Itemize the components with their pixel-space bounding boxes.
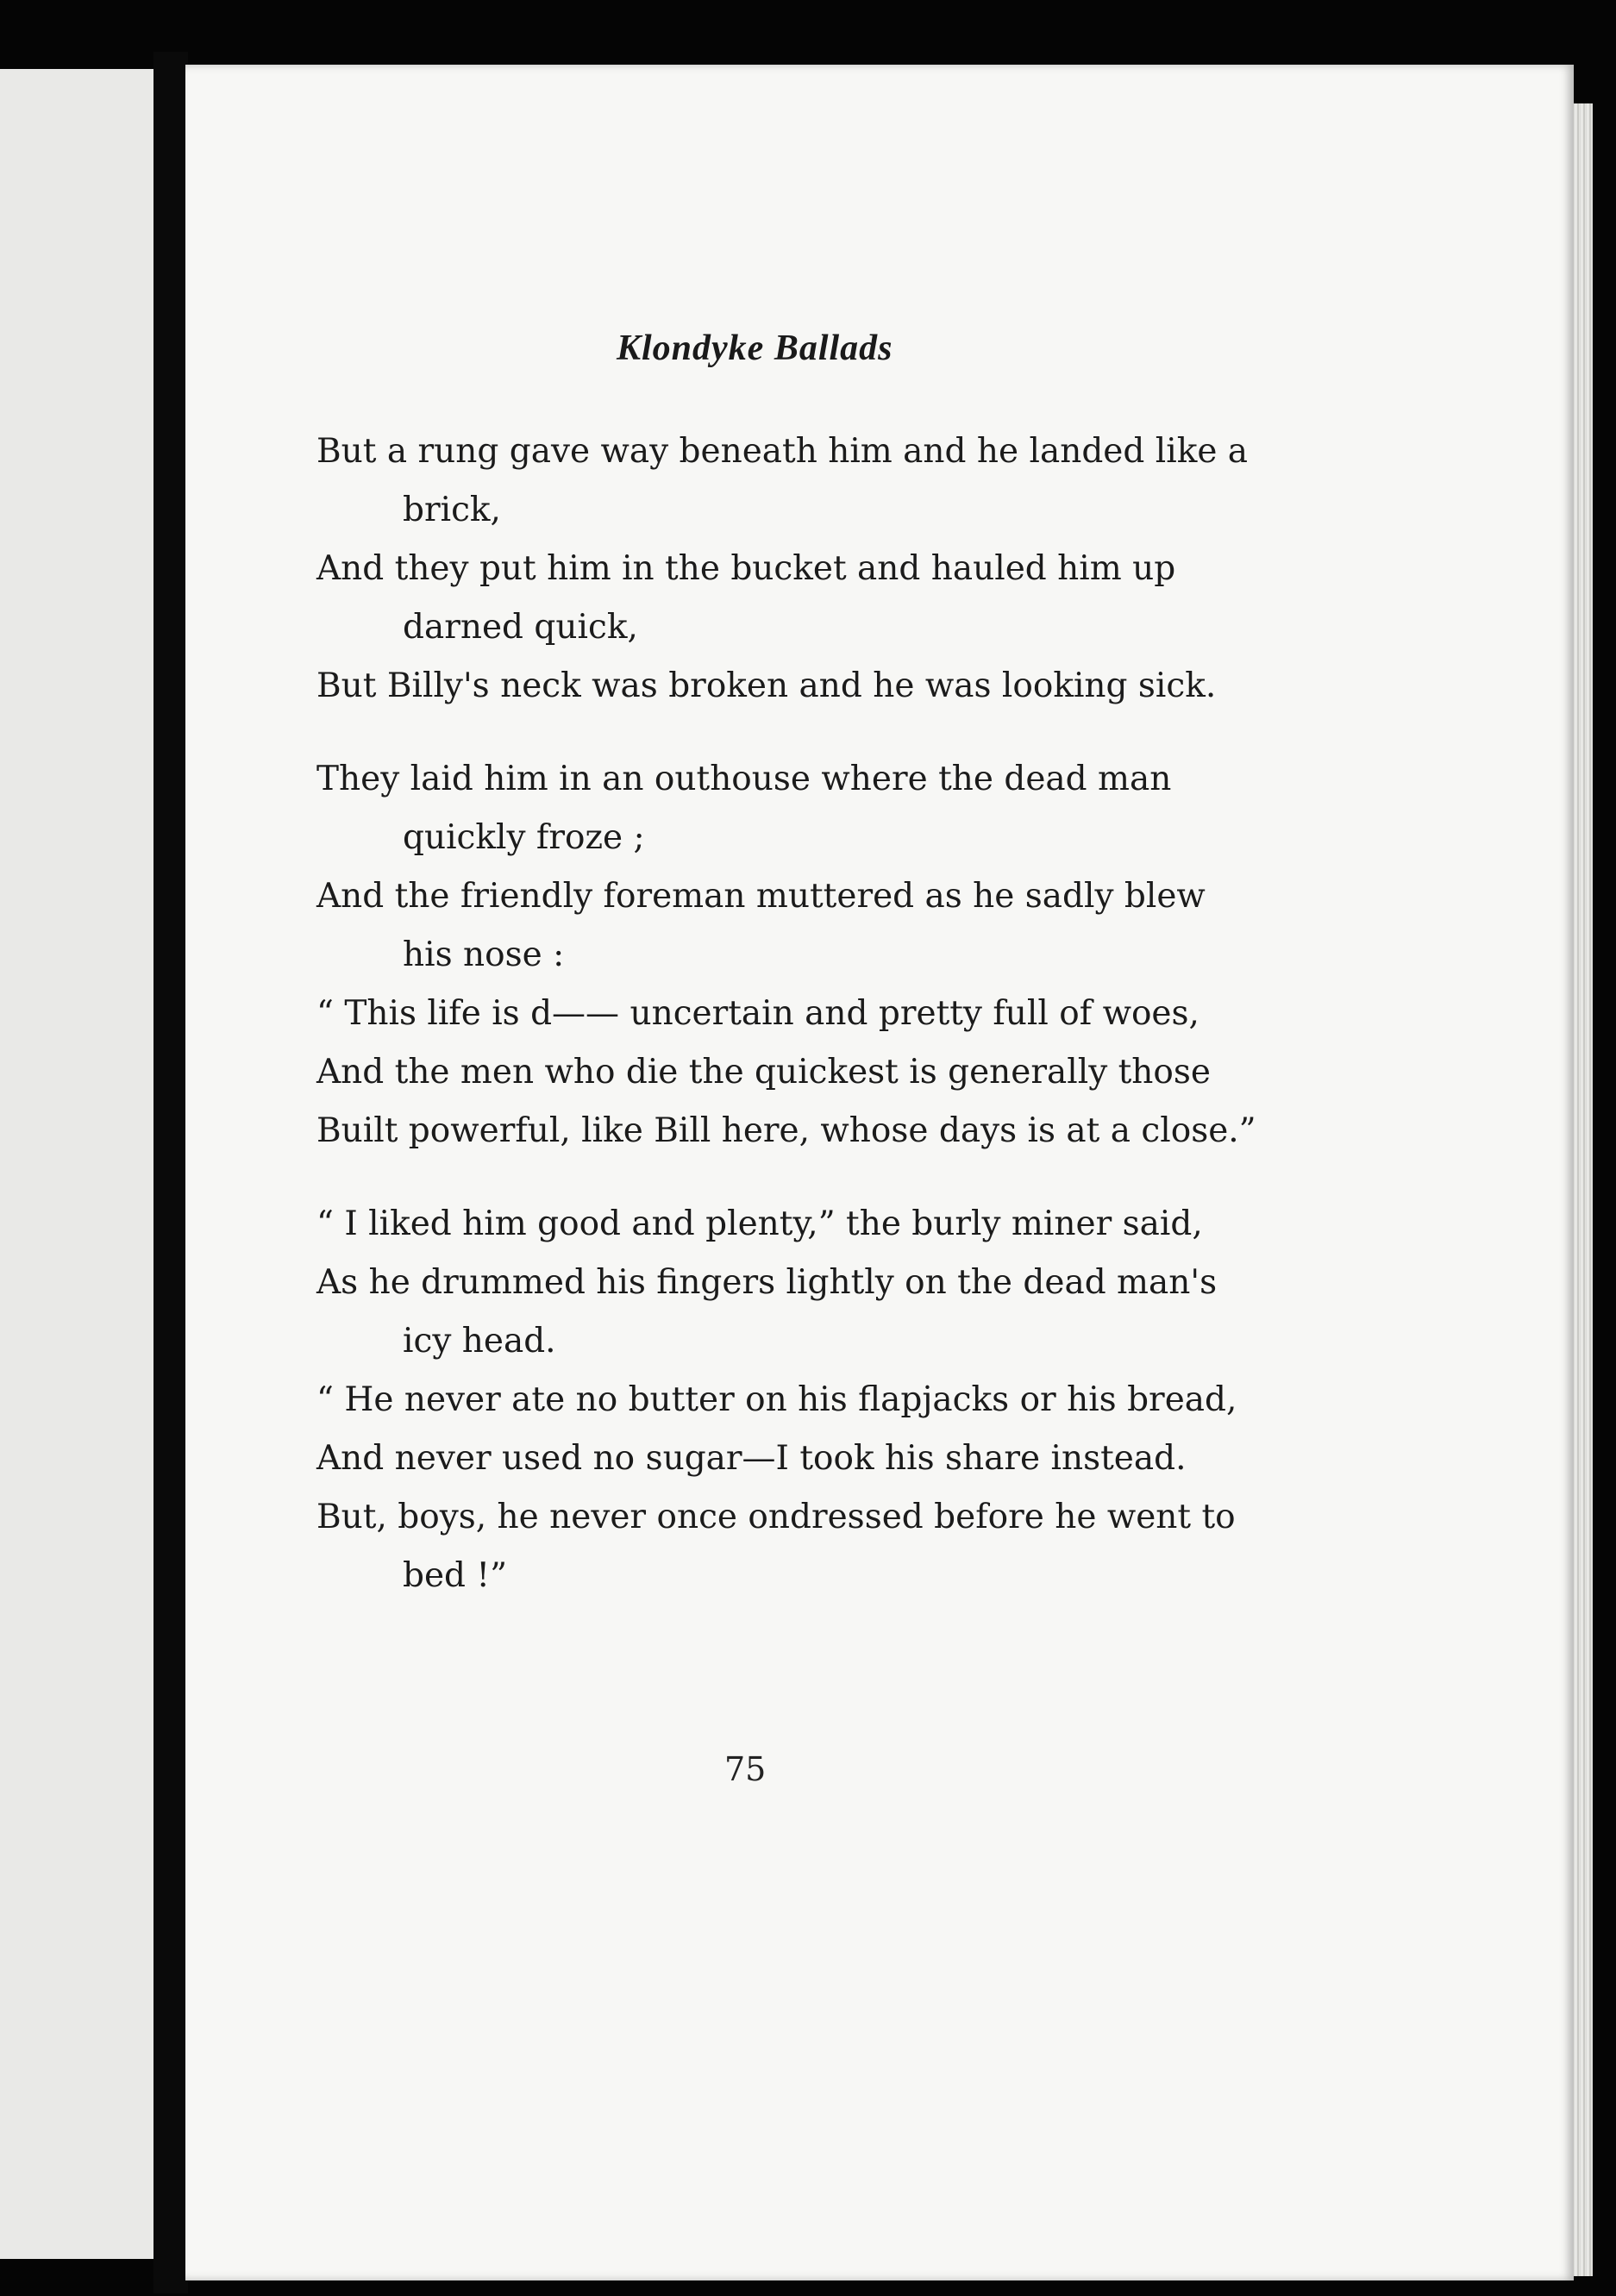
poem-line: And the men who die the quickest is generally those [316,1053,1212,1092]
poem-line: But, boys, he never once ondressed before he went to bed !” [316,1498,1236,1595]
poem-body [316,422,1256,1640]
poem-line: As he drummed his fingers lightly on the dead man's icy head. [316,1263,1218,1361]
poem-line: Built powerful, like Bill here, whose days is at a close.” [316,1111,1256,1150]
left-page-edge [0,69,153,2259]
poem-line: But Billy's neck was broken and he was looking sick. [316,666,1217,705]
stanza-2 [316,750,1256,1161]
poem-line: “ This life is d—— uncertain and pretty full of woes, [316,994,1199,1033]
gutter-shadow [153,52,188,2293]
poem-line: “ I liked him good and plenty,” the burly miner said, [316,1204,1203,1243]
poem-line: They laid him in an outhouse where the dead man quickly froze ; [316,760,1172,857]
poem-line: And they put him in the bucket and hauled him up darned quick, [316,549,1176,647]
stanza-3 [316,1195,1256,1605]
poem-line: And the friendly foreman muttered as he sadly blew his nose : [316,877,1206,974]
poem-line: But a rung gave way beneath him and he landed like a brick, [316,432,1249,529]
running-head: Klondyke Ballads [617,328,893,368]
stanza-1 [316,422,1256,716]
poem-line: “ He never ate no butter on his flapjacks or his bread, [316,1380,1237,1419]
page-number: 75 [724,1750,767,1788]
page-fore-edge [1574,103,1593,2276]
poem-line: And never used no sugar—I took his share instead. [316,1439,1187,1478]
